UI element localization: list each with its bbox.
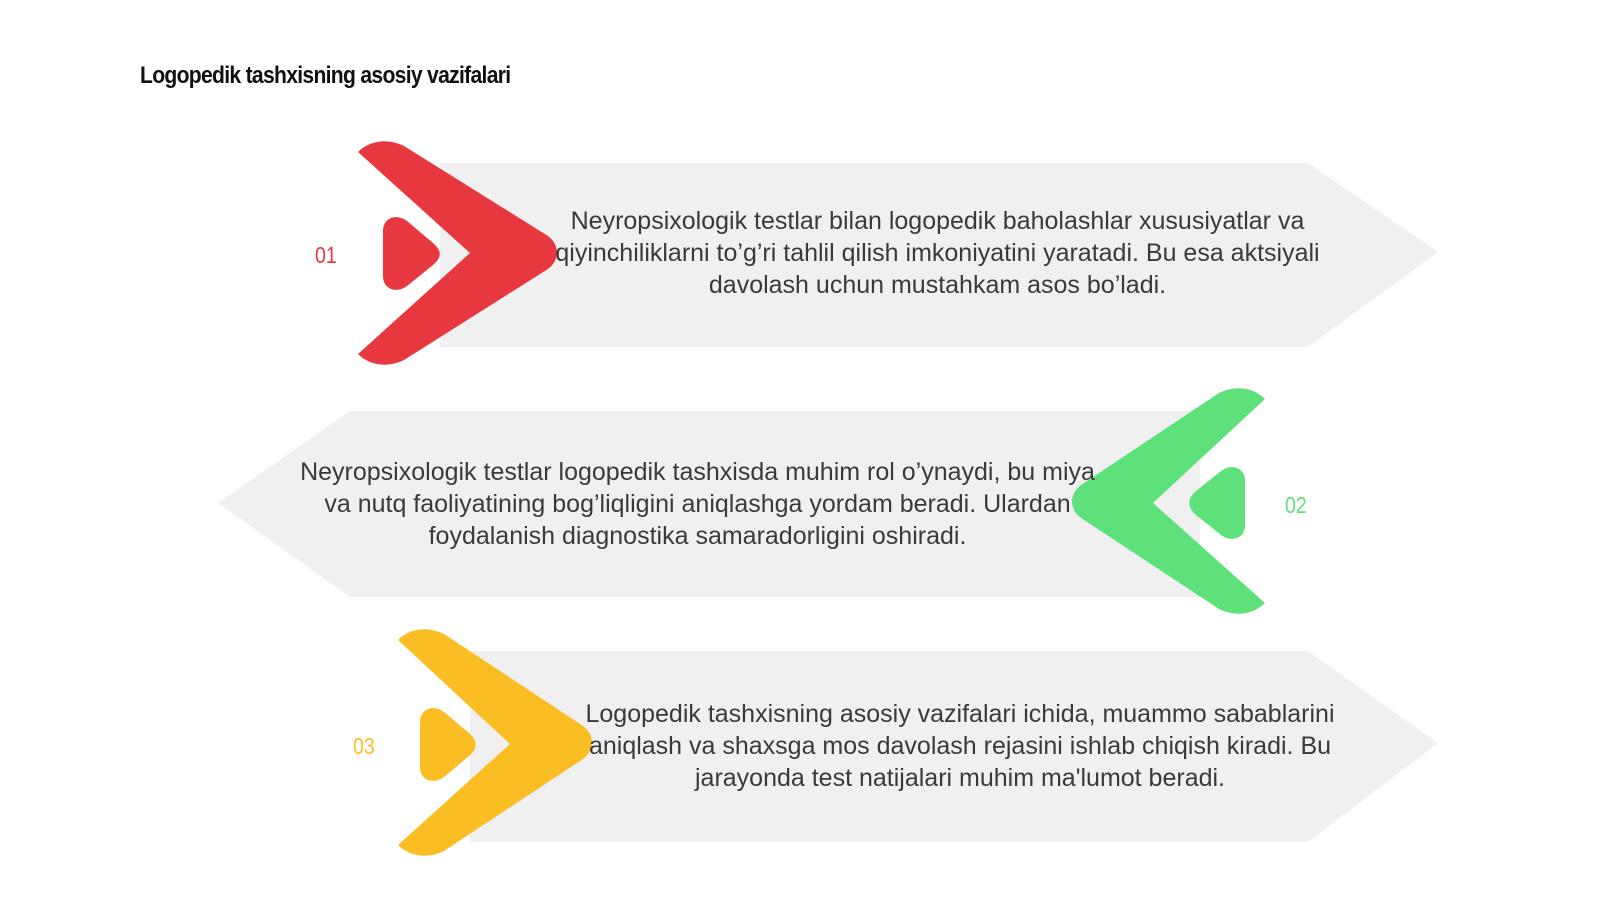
item-number-02: 02 [1285, 492, 1307, 518]
item-number-01: 01 [315, 242, 337, 268]
item-text-01: Neyropsixologik testlar bilan logopedik baholashlar xususiyatlar va qiyinchiliklarni to’g’ri tahlil qilish imkoniyatini yaratadi. Bu esa aktsiyali davolash uchun mustahkam asos bo’ladi. [555, 207, 1320, 299]
item-text-03: Logopedik tashxisning asosiy vazifalari ichida, muammo sabablarini aniqlash va shaxsga mos davolash rejasini ishlab chiqish kiradi. Bu jarayonda test natijalari muhim ma'lumot beradi. [585, 700, 1335, 792]
item-text-02: Neyropsixologik testlar logopedik tashxisda muhim rol o’ynaydi, bu miya va nutq faoliyatining bog’liqligini aniqlashga yordam beradi. Ulardan foydalanish diagnostika samaradorligini oshiradi. [300, 458, 1095, 550]
slide-title: Logopedik tashxisning asosiy vazifalari [140, 62, 511, 89]
item-number-03: 03 [353, 733, 375, 759]
